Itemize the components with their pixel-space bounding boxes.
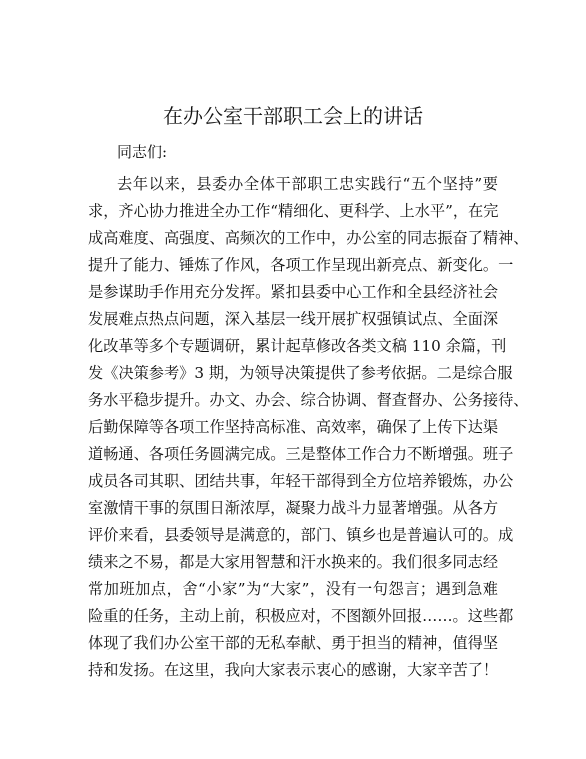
body-line: 体现了我们办公室干部的无私奉献、勇于担当的精神，值得坚 <box>88 634 499 652</box>
body-line: 道畅通、各项任务圆满完成。三是整体工作合力不断增强。班子 <box>88 445 514 463</box>
document-title: 在办公室干部职工会上的讲话 <box>163 104 423 128</box>
body-line: 是参谋助手作用充分发挥。紧扣县委中心工作和全县经济社会 <box>88 283 499 301</box>
body-line: 发《决策参考》3 期，为领导决策提供了参考依据。二是综合服 <box>88 364 513 382</box>
body-line: 提升了能力、锤炼了作风，各项工作呈现出新亮点、新变化。一 <box>88 256 514 274</box>
body-line: 求，齐心协力推进全办工作“精细化、更科学、上水平”，在完 <box>88 202 499 220</box>
body-line: 成员各司其职、团结共事，年轻干部得到全方位培养锻炼，办公 <box>88 472 514 490</box>
body-line: 后勤保障等各项工作坚持高标准、高效率，确保了上传下达渠 <box>88 418 499 436</box>
body-line: 成高难度、高强度、高频次的工作中，办公室的同志振奋了精神、 <box>88 229 529 247</box>
body-line: 险重的任务，主动上前，积极应对，不图额外回报……。这些都 <box>88 607 514 625</box>
body-line: 去年以来，县委办全体干部职工忠实践行“五个坚持”要 <box>117 175 498 193</box>
body-line: 常加班加点，舍“小家”为“大家”，没有一句怨言；遇到急难 <box>88 580 498 598</box>
body-line: 持和发扬。在这里，我向大家表示衷心的感谢，大家辛苦了！ <box>88 661 499 679</box>
body-line: 务水平稳步提升。办文、办会、综合协调、督查督办、公务接待、 <box>88 391 529 409</box>
salutation: 同志们: <box>117 143 168 161</box>
body-line: 绩来之不易，都是大家用智慧和汗水换来的。我们很多同志经 <box>88 553 499 571</box>
body-line: 室激情干事的氛围日渐浓厚，凝聚力战斗力显著增强。从各方 <box>88 499 499 517</box>
body-line: 发展难点热点问题，深入基层一线开展扩权强镇试点、全面深 <box>88 310 499 328</box>
body-line: 化改革等多个专题调研，累计起草修改各类文稿 110 余篇，刊 <box>88 337 507 355</box>
body-line: 评价来看，县委领导是满意的，部门、镇乡也是普遍认可的。成 <box>88 526 514 544</box>
